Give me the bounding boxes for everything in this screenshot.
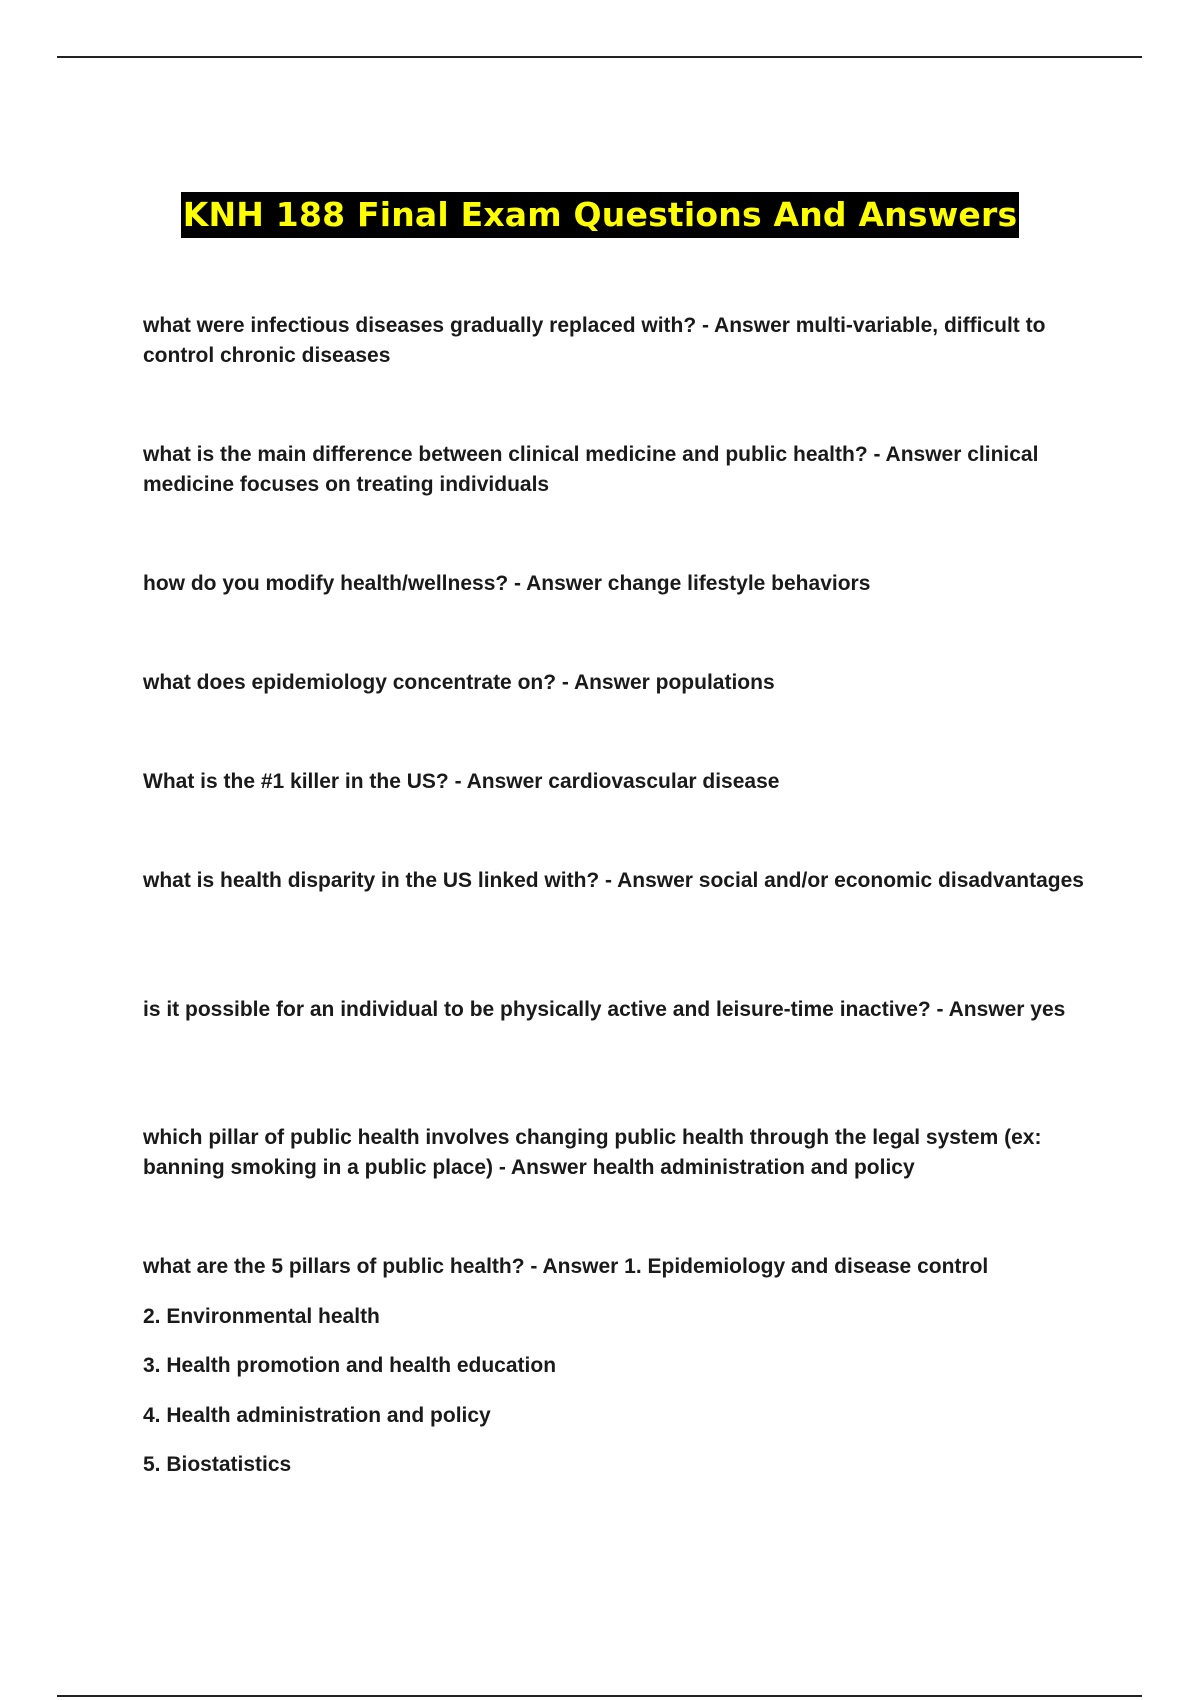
document-title: KNH 188 Final Exam Questions And Answers <box>181 192 1020 238</box>
pillar-list-item-3: 3. Health promotion and health education <box>143 1354 557 1377</box>
qa-item-5: What is the #1 killer in the US? - Answer cardiovascular disease <box>143 770 780 793</box>
qa-item-2: what is the main difference between clinical medicine and public health? - Answer clinical medicine focuses on treating individuals <box>143 443 1039 496</box>
qa-item-8: which pillar of public health involves changing public health through the legal system (ex: banning smoking in a public place) - Answer health administration and policy <box>143 1126 1042 1179</box>
pillar-list-item-2: 2. Environmental health <box>143 1305 380 1328</box>
pillar-list-item-5: 5. Biostatistics <box>143 1453 292 1476</box>
qa-item-9: what are the 5 pillars of public health? - Answer 1. Epidemiology and disease control <box>143 1255 989 1278</box>
qa-item-7: is it possible for an individual to be physically active and leisure-time inactive? - Answer yes <box>143 998 1066 1021</box>
top-rule <box>57 56 1142 58</box>
title-container <box>0 192 1200 238</box>
pillar-list-item-4: 4. Health administration and policy <box>143 1404 491 1427</box>
qa-item-4: what does epidemiology concentrate on? - Answer populations <box>143 671 775 694</box>
bottom-rule <box>57 1695 1142 1697</box>
qa-item-1: what were infectious diseases gradually replaced with? - Answer multi-variable, difficult to control chronic diseases <box>143 314 1046 367</box>
qa-item-3: how do you modify health/wellness? - Answer change lifestyle behaviors <box>143 572 871 595</box>
qa-item-6: what is health disparity in the US linked with? - Answer social and/or economic disadvantages <box>143 869 1084 892</box>
